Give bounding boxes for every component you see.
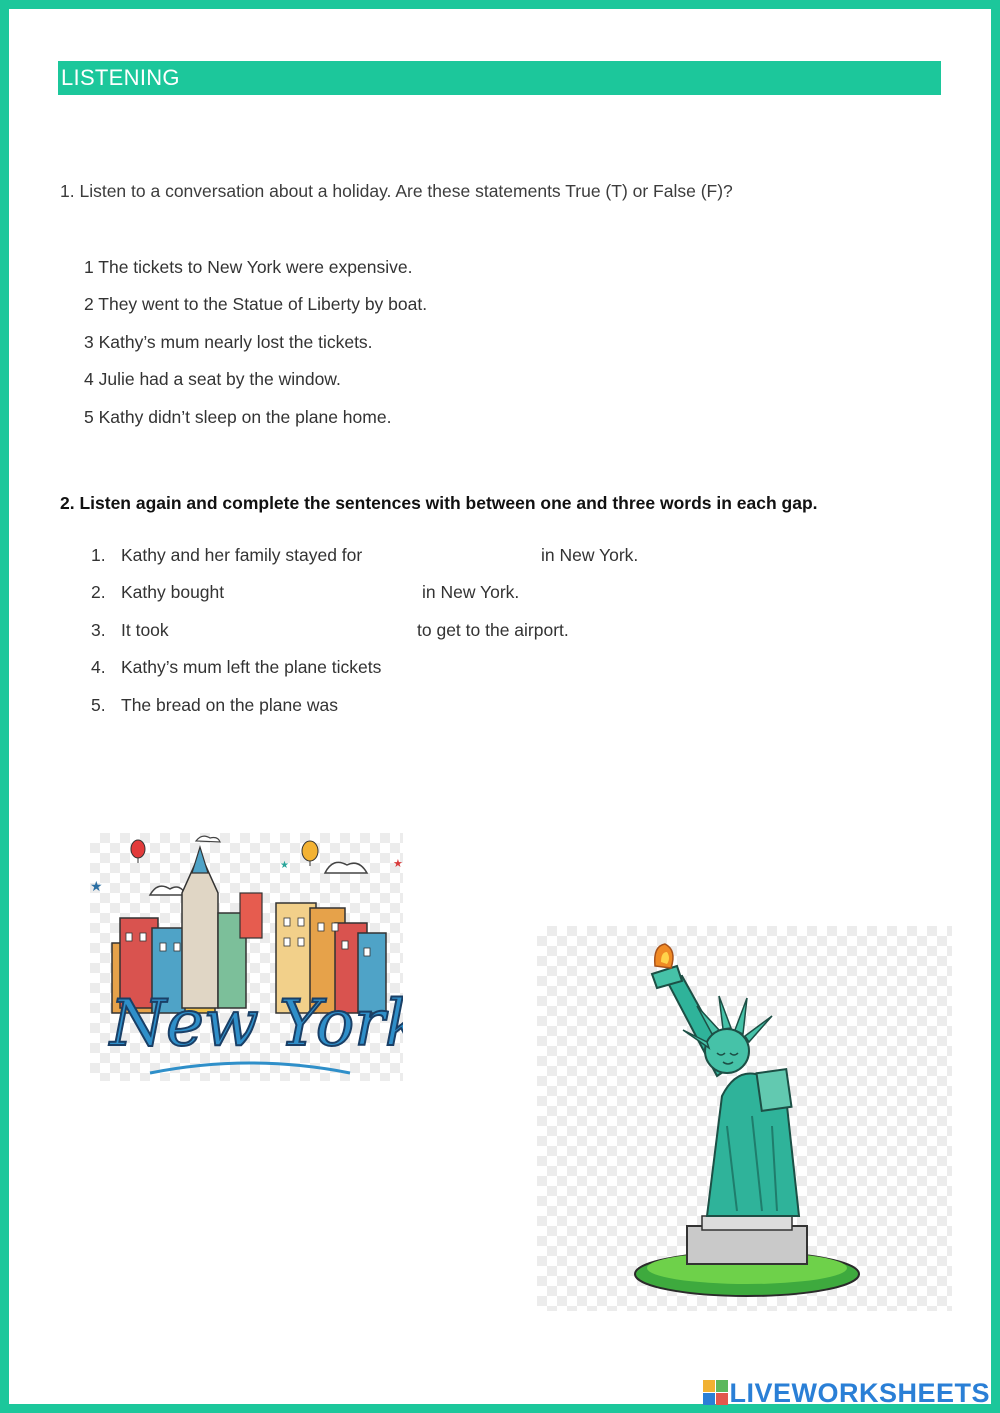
- statue-of-liberty-illustration: [537, 926, 952, 1311]
- new-york-lettering: New York: [110, 987, 403, 1061]
- section-title: LISTENING: [58, 61, 941, 95]
- new-york-skyline-icon: [90, 833, 403, 1081]
- gap-answer-input[interactable]: [182, 618, 416, 644]
- gap-answer-input[interactable]: [365, 693, 549, 719]
- gap-sentence-start: It took: [121, 620, 169, 640]
- gap-item-number: 5.: [91, 695, 106, 715]
- brand-name: LIVEWORKSHEETS: [729, 1377, 990, 1408]
- svg-text:★: ★: [90, 879, 103, 895]
- gap-item-number: 2.: [91, 582, 106, 602]
- gap-sentence-end: to get to the airport.: [417, 620, 569, 640]
- gap-item-number: 4.: [91, 657, 106, 677]
- statement-4: 4 Julie had a seat by the window.: [84, 369, 341, 389]
- statement-5: 5 Kathy didn’t sleep on the plane home.: [84, 407, 392, 427]
- gap-sentence-start: Kathy’s mum left the plane tickets: [121, 657, 382, 677]
- new-york-illustration: [90, 833, 403, 1081]
- statement-2: 2 They went to the Statue of Liberty by boat.: [84, 294, 428, 314]
- exercise-1-instructions: 1. Listen to a conversation about a holiday. Are these statements True (T) or False (F)?: [60, 181, 733, 201]
- gap-sentence-end: in New York.: [541, 545, 639, 565]
- gap-sentence-start: The bread on the plane was: [121, 695, 338, 715]
- gap-item-number: 3.: [91, 620, 106, 640]
- gap-sentence-start: Kathy bought: [121, 582, 225, 602]
- gap-item-number: 1.: [91, 545, 106, 565]
- liveworksheets-logo[interactable]: [703, 1378, 990, 1408]
- svg-text:★: ★: [280, 860, 289, 871]
- statement-1: 1 The tickets to New York were expensive.: [84, 257, 413, 277]
- exercise-2-instructions: 2. Listen again and complete the sentences with between one and three words in each gap.: [60, 493, 818, 513]
- gap-sentence-end: in New York.: [422, 582, 520, 602]
- gap-answer-input[interactable]: [395, 543, 539, 569]
- gap-sentence-start: Kathy and her family stayed for: [121, 545, 363, 565]
- statement-3: 3 Kathy’s mum nearly lost the tickets.: [84, 332, 373, 352]
- svg-text:★: ★: [393, 857, 403, 870]
- gap-answer-input[interactable]: [242, 580, 420, 606]
- liveworksheets-logo-icon: [703, 1380, 729, 1406]
- gap-answer-input[interactable]: [416, 655, 600, 681]
- statue-of-liberty-icon: [537, 926, 952, 1311]
